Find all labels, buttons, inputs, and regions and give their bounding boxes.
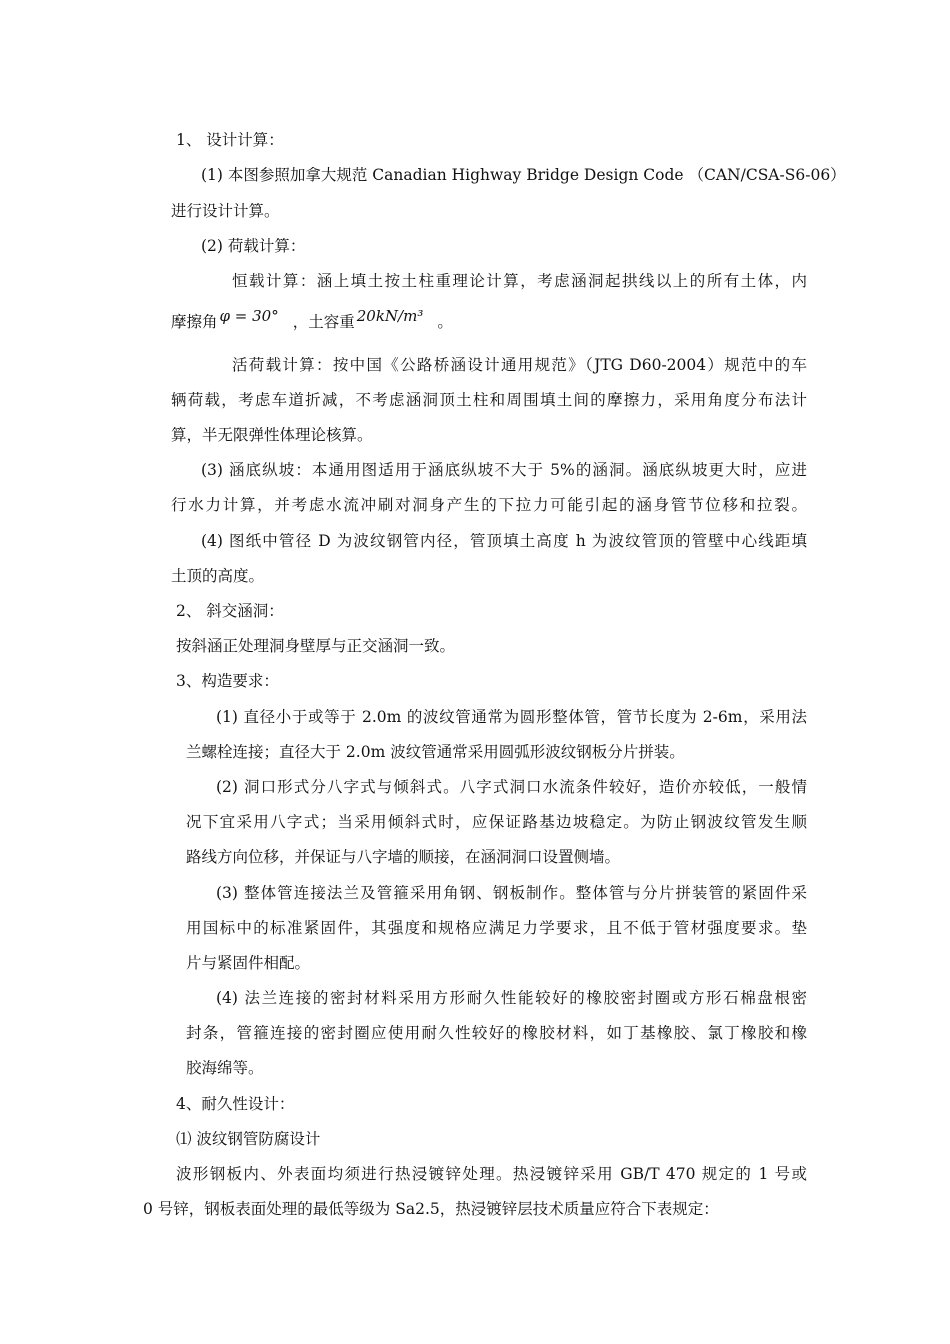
section-1-item-1-line-2: 进行设计计算。 bbox=[171, 202, 280, 220]
section-4-heading: 4、耐久性设计： bbox=[176, 1095, 295, 1113]
live-load-line-2: 辆荷载，考虑车道折减，不考虑涵洞顶土柱和周围填土间的摩擦力，采用角度分布法计 bbox=[171, 391, 807, 409]
section-2-heading: 2、 斜交涵洞： bbox=[176, 602, 284, 620]
section-1-item-3-line-1: (3) 涵底纵坡：本通用图适用于涵底纵坡不大于 5%的涵洞。涵底纵坡更大时，应进 bbox=[201, 461, 807, 479]
dead-load-line-1: 恒载计算：涵上填土按土柱重理论计算，考虑涵洞起拱线以上的所有土体，内 bbox=[232, 272, 807, 290]
section-3-item-1-line-2: 兰螺栓连接；直径大于 2.0m 波纹管通常采用圆弧形波纹钢板分片拼装。 bbox=[186, 743, 685, 761]
dead-load-text-c: 。 bbox=[437, 313, 453, 331]
dead-load-line-2 bbox=[171, 307, 453, 332]
section-3-item-3-line-1: (3) 整体管连接法兰及管箍采用角钢、钢板制作。整体管与分片拼装管的紧固件采 bbox=[216, 884, 807, 902]
section-1-item-4-line-1: (4) 图纸中管径 D 为波纹钢管内径，管顶填土高度 h 为波纹管顶的管壁中心线距填 bbox=[201, 532, 807, 550]
section-2-paragraph: 按斜涵正处理洞身壁厚与正交涵洞一致。 bbox=[176, 637, 456, 655]
section-3-item-4-line-2: 封条，管箍连接的密封圈应使用耐久性较好的橡胶材料，如丁基橡胶、氯丁橡胶和橡 bbox=[186, 1024, 807, 1042]
section-1-item-3-line-2: 行水力计算，并考虑水流冲刷对洞身产生的下拉力可能引起的涵身管节位移和拉裂。 bbox=[171, 496, 807, 514]
section-3-heading: 3、构造要求： bbox=[176, 672, 279, 690]
section-1-heading: 1、 设计计算： bbox=[176, 131, 284, 149]
friction-angle-formula: φ = 30° bbox=[219, 307, 279, 325]
section-4-paragraph-line-2: 0 号锌，钢板表面处理的最低等级为 Sa2.5，热浸镀锌层技术质量应符合下表规定： bbox=[143, 1200, 719, 1218]
dead-load-text-a: 摩擦角 bbox=[171, 313, 218, 331]
section-3-item-1-line-1: (1) 直径小于或等于 2.0m 的波纹管通常为圆形整体管，管节长度为 2-6m，采用法 bbox=[216, 708, 807, 726]
section-3-item-4-line-1: (4) 法兰连接的密封材料采用方形耐久性能较好的橡胶密封圈或方形石棉盘根密 bbox=[216, 989, 807, 1007]
live-load-line-1: 活荷载计算：按中国《公路桥涵设计通用规范》（JTG D60-2004）规范中的车 bbox=[232, 356, 807, 374]
section-3-item-3-line-3: 片与紧固件相配。 bbox=[186, 954, 311, 972]
section-3-item-2-line-2: 况下宜采用八字式；当采用倾斜式时，应保证路基边坡稳定。为防止钢波纹管发生顺 bbox=[186, 813, 807, 831]
live-load-line-3: 算，半无限弹性体理论核算。 bbox=[171, 426, 373, 444]
section-3-item-3-line-2: 用国标中的标准紧固件，其强度和规格应满足力学要求，且不低于管材强度要求。垫 bbox=[186, 919, 807, 937]
section-1-item-4-line-2: 土顶的高度。 bbox=[171, 567, 265, 585]
section-1-item-2-heading: (2) 荷载计算： bbox=[201, 237, 306, 255]
section-1-item-1-line-1: (1) 本图参照加拿大规范 Canadian Highway Bridge Design Code （CAN/CSA-S6-06） bbox=[201, 166, 846, 184]
section-3-item-4-line-3: 胶海绵等。 bbox=[186, 1059, 264, 1077]
section-3-item-2-line-3: 路线方向位移，并保证与八字墙的顺接，在涵洞洞口设置侧墙。 bbox=[186, 848, 621, 866]
section-4-subheading-1: ⑴ 波纹钢管防腐设计 bbox=[176, 1130, 321, 1148]
unit-weight-formula: 20kN/m³ bbox=[356, 307, 424, 325]
section-3-item-2-line-1: (2) 洞口形式分八字式与倾斜式。八字式洞口水流条件较好，造价亦较低，一般情 bbox=[216, 778, 807, 796]
dead-load-text-b: ，土容重 bbox=[292, 313, 355, 331]
section-4-paragraph-line-1: 波形钢板内、外表面均须进行热浸镀锌处理。热浸镀锌采用 GB/T 470 规定的 1 号或 bbox=[176, 1165, 807, 1183]
